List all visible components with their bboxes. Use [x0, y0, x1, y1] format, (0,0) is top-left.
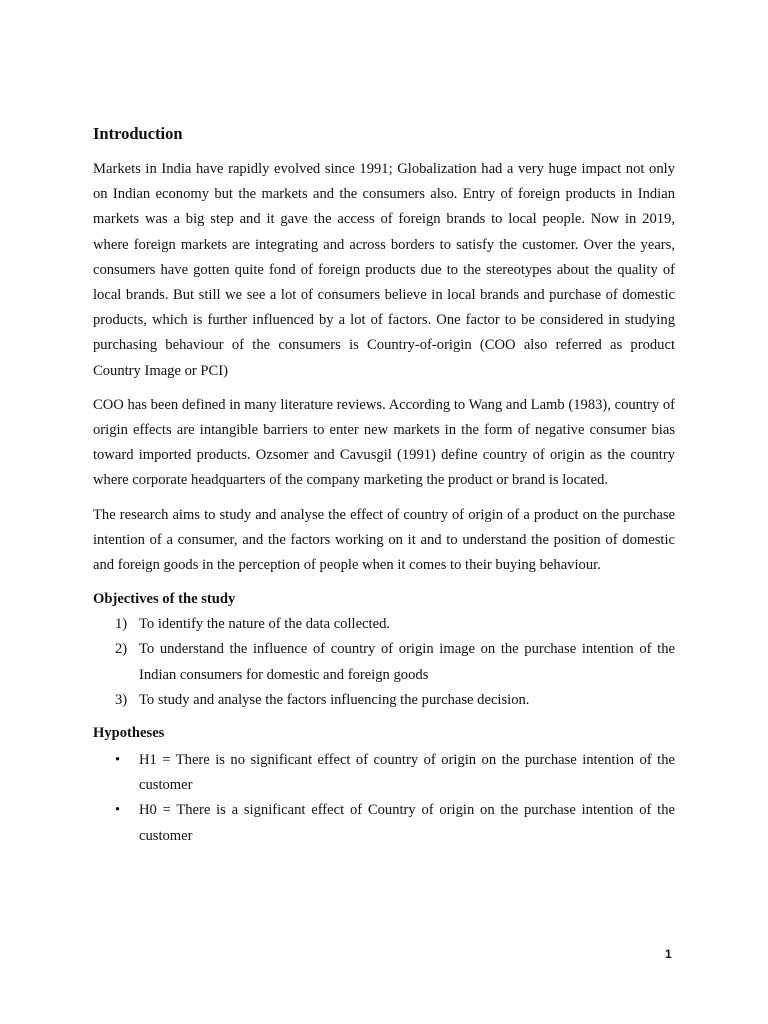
list-number: 3) — [115, 691, 128, 708]
objectives-heading: Objectives of the study — [93, 591, 236, 608]
list-item — [93, 798, 675, 848]
list-item — [93, 688, 675, 713]
list-item-text: H0 = There is a significant effect of Country of origin on the purchase intention of the customer — [139, 802, 675, 844]
objectives-list — [93, 612, 675, 713]
list-item-text: H1 = There is no significant effect of country of origin on the purchase intention of the customer — [139, 752, 675, 794]
bullet-icon: • — [115, 802, 121, 819]
list-item-text: To study and analyse the factors influencing the purchase decision. — [139, 691, 530, 708]
hypotheses-list — [93, 748, 675, 849]
paragraph-research-aim: The research aims to study and analyse the effect of country of origin of a product on the purchase intention of a consumer, and the factors working on it and to understand the position of domestic and foreign goods in the perception of people when it comes to their buying behaviour. — [93, 506, 675, 574]
paragraph-coo-definition: COO has been defined in many literature reviews. According to Wang and Lamb (1983), country of origin effects are intangible barriers to enter new markets in the form of negative consumer bias toward imported products. Ozsomer and Cavusgil (1991) define country of origin as the country where corporate headquarters of the company marketing the product or brand is located. — [93, 396, 675, 489]
hypotheses-heading: Hypotheses — [93, 725, 165, 742]
list-item-text: To identify the nature of the data collected. — [139, 616, 391, 633]
page-number: 1 — [665, 947, 672, 961]
section-title: Introduction — [93, 124, 183, 143]
list-item — [93, 748, 675, 798]
list-item-text: To understand the influence of country of origin image on the purchase intention of the Indian consumers for domestic and foreign goods — [139, 641, 675, 683]
list-item — [93, 612, 675, 637]
list-number: 2) — [115, 641, 128, 658]
document-page — [93, 122, 675, 849]
list-number: 1) — [115, 616, 128, 633]
paragraph-intro: Markets in India have rapidly evolved since 1991; Globalization had a very huge impact not only on Indian economy but the markets and the consumers also. Entry of foreign products in Indian markets was a big step and it gave the access of foreign brands to local people. Now in 2019, where foreign markets are integrating and across borders to satisfy the customer. Over the years, consumers have gotten quite fond of foreign products due to the stereotypes about the quality of local brands. But still we see a lot of consumers believe in local brands and purchase of domestic products, which is further influenced by a lot of factors. One factor to be considered in studying purchasing behaviour of the consumers is Country-of-origin (COO also referred as product Country Image or PCI) — [93, 161, 675, 379]
list-item — [93, 637, 675, 687]
bullet-icon: • — [115, 752, 121, 769]
